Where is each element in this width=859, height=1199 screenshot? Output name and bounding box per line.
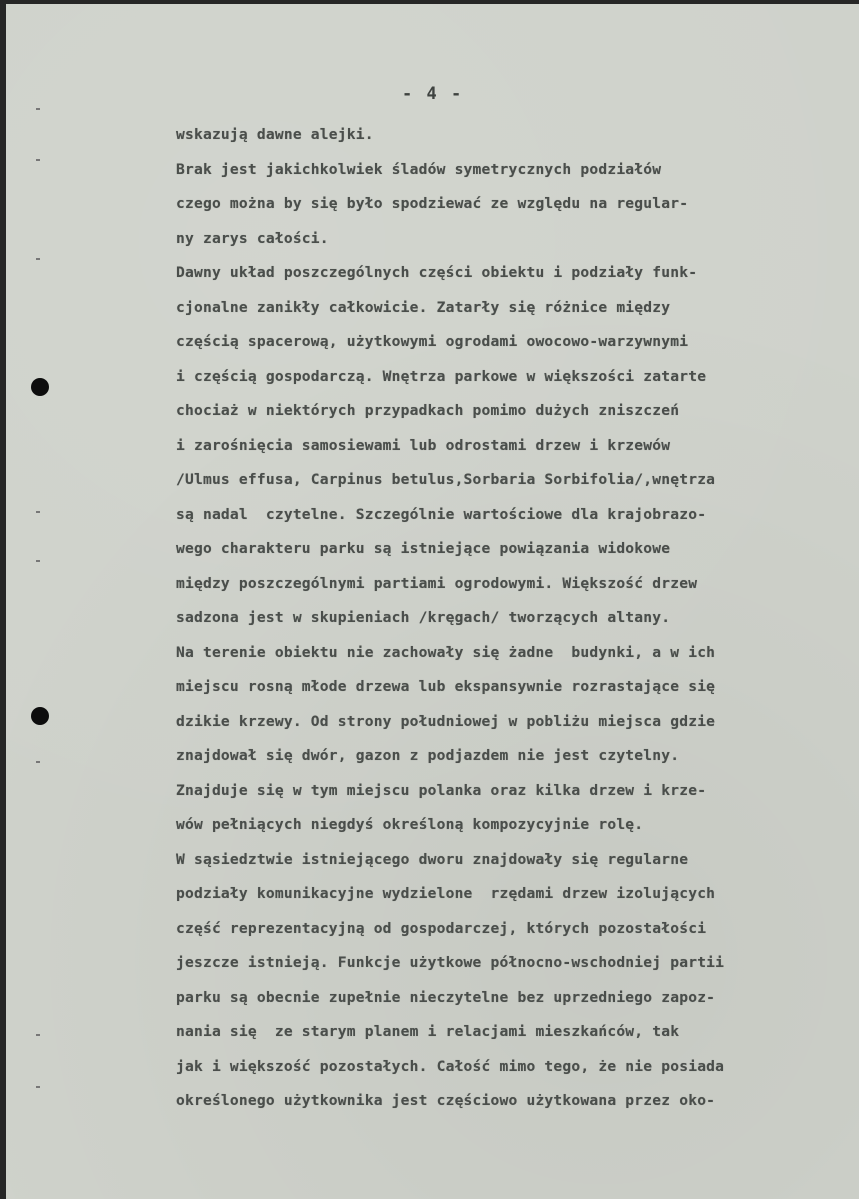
text-line: Na terenie obiektu nie zachowały się żadne budynki, a w ich <box>176 643 716 661</box>
text-line: jeszcze istnieją. Funkcje użytkowe północno-wschodniej partii <box>176 954 725 971</box>
margin-mark <box>36 1086 40 1088</box>
page-number: - 4 - <box>402 84 464 104</box>
text-line: czego można by się było spodziewać ze względu na regular- <box>176 195 689 212</box>
text-line: Brak jest jakichkolwiek śladów symetrycznych podziałów <box>176 160 662 178</box>
margin-mark <box>36 108 40 110</box>
margin-mark <box>36 1034 40 1036</box>
text-line: cjonalne zanikły całkowicie. Zatarły się różnice między <box>176 298 671 316</box>
margin-mark <box>36 560 40 562</box>
text-line: między poszczególnymi partiami ogrodowymi. Większość drzew <box>176 574 698 592</box>
text-line: chociaż w niektórych przypadkach pomimo dużych zniszczeń <box>176 402 680 419</box>
text-line: część reprezentacyjną od gospodarczej, których pozostałości <box>176 919 707 937</box>
document-page <box>6 4 859 1199</box>
punch-hole-bottom <box>31 707 49 725</box>
text-line: są nadal czytelne. Szczególnie wartościowe dla krajobrazo- <box>176 505 707 523</box>
text-line: częścią spacerową, użytkowymi ogrodami owocowo-warzywnymi <box>176 333 689 350</box>
text-line: znajdował się dwór, gazon z podjazdem nie jest czytelny. <box>176 747 680 764</box>
text-line: miejscu rosną młode drzewa lub ekspansywnie rozrastające się <box>176 678 716 695</box>
text-line: wego charakteru parku są istniejące powiązania widokowe <box>176 540 671 557</box>
margin-mark <box>36 159 40 161</box>
text-line: wskazują dawne alejki. <box>176 126 374 143</box>
text-line: i zarośnięcia samosiewami lub odrostami drzew i krzewów <box>176 436 671 454</box>
text-line: nania się ze starym planem i relacjami mieszkańców, tak <box>176 1023 680 1040</box>
text-line: /Ulmus effusa, Carpinus betulus,Sorbaria Sorbifolia/,wnętrza <box>176 471 716 488</box>
text-line: określonego użytkownika jest częściowo użytkowana przez oko- <box>176 1092 716 1109</box>
margin-mark <box>36 761 40 763</box>
margin-mark <box>36 258 40 260</box>
text-line: sadzona jest w skupieniach /kręgach/ tworzących altany. <box>176 609 671 626</box>
text-line: ny zarys całości. <box>176 229 329 247</box>
body-text <box>176 118 836 1119</box>
text-line: podziały komunikacyjne wydzielone rzędami drzew izolujących <box>176 885 716 902</box>
text-line: Znajduje się w tym miejscu polanka oraz kilka drzew i krze- <box>176 781 707 799</box>
text-line: i częścią gospodarczą. Wnętrza parkowe w większości zatarte <box>176 367 707 385</box>
text-line: W sąsiedztwie istniejącego dworu znajdowały się regularne <box>176 850 689 868</box>
text-line: parku są obecnie zupełnie nieczytelne bez uprzedniego zapoz- <box>176 988 716 1006</box>
text-line: Dawny układ poszczególnych części obiektu i podziały funk- <box>176 264 698 281</box>
text-line: jak i większość pozostałych. Całość mimo tego, że nie posiada <box>176 1057 725 1075</box>
text-line: wów pełniących niegdyś określoną kompozycyjnie rolę. <box>176 816 644 833</box>
text-line: dzikie krzewy. Od strony południowej w pobliżu miejsca gdzie <box>176 712 716 730</box>
punch-hole-top <box>31 378 49 396</box>
margin-mark <box>36 511 40 513</box>
